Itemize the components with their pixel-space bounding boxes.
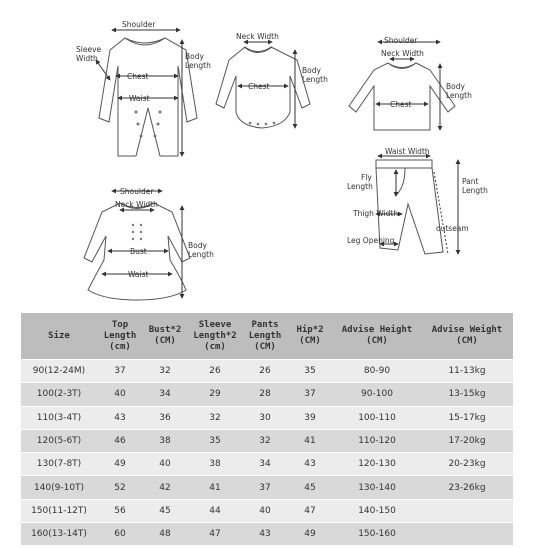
table-cell: 150-160	[333, 523, 421, 546]
table-cell: 52	[97, 476, 143, 499]
table-cell: 32	[187, 406, 243, 429]
pants-outseam-label: outseam	[436, 224, 469, 233]
table-cell: 37	[287, 383, 333, 406]
column-header: Hip*2 (CM)	[287, 313, 333, 360]
table-cell: 17-20kg	[421, 429, 513, 452]
table-cell: 41	[187, 476, 243, 499]
table-row	[21, 383, 513, 406]
table-cell: 110-120	[333, 429, 421, 452]
table-cell: 41	[287, 429, 333, 452]
bodysuit-neck-label: Neck Width	[236, 32, 279, 41]
table-cell: 140-150	[333, 499, 421, 522]
table-cell: 49	[97, 453, 143, 476]
top-body-label: Body Length	[446, 82, 472, 100]
table-cell: 37	[97, 360, 143, 383]
table-cell	[421, 523, 513, 546]
table-header-row	[21, 313, 513, 360]
table-cell: 15-17kg	[421, 406, 513, 429]
column-header: Pants Length (CM)	[243, 313, 287, 360]
table-cell: 49	[287, 523, 333, 546]
table-cell: 32	[143, 360, 187, 383]
table-cell: 20-23kg	[421, 453, 513, 476]
table-row	[21, 476, 513, 499]
table-cell: 11-13kg	[421, 360, 513, 383]
table-row	[21, 523, 513, 546]
table-cell: 37	[243, 476, 287, 499]
table-cell	[421, 499, 513, 522]
table-cell: 47	[187, 523, 243, 546]
column-header: Size	[21, 313, 97, 360]
table-cell: 150(11-12T)	[21, 499, 97, 522]
dress-body-label: Body Length	[188, 241, 214, 259]
table-cell: 100(2-3T)	[21, 383, 97, 406]
table-cell: 26	[187, 360, 243, 383]
table-cell: 28	[243, 383, 287, 406]
table-cell: 90(12-24M)	[21, 360, 97, 383]
pants-thigh-label: Thigh Width	[353, 209, 399, 218]
pants-fly-label: Fly Length	[347, 173, 373, 191]
table-cell: 44	[187, 499, 243, 522]
size-chart-table	[21, 313, 513, 545]
table-cell: 120-130	[333, 453, 421, 476]
table-cell: 30	[243, 406, 287, 429]
table-cell: 90-100	[333, 383, 421, 406]
column-header: Top Length (cm)	[97, 313, 143, 360]
table-cell: 32	[243, 429, 287, 452]
table-cell: 42	[143, 476, 187, 499]
romper-sleeve-label: Sleeve Width	[76, 45, 102, 63]
table-cell: 38	[187, 453, 243, 476]
table-cell: 120(5-6T)	[21, 429, 97, 452]
romper-chest-label: Chest	[127, 72, 149, 81]
table-cell: 48	[143, 523, 187, 546]
column-header: Sleeve Length*2 (cm)	[187, 313, 243, 360]
table-cell: 35	[187, 429, 243, 452]
table-cell: 26	[243, 360, 287, 383]
table-row	[21, 406, 513, 429]
romper-shoulder-label: Shoulder	[122, 20, 156, 29]
table-cell: 13-15kg	[421, 383, 513, 406]
table-cell: 130-140	[333, 476, 421, 499]
romper-waist-label: Waist	[129, 94, 150, 103]
table-cell: 43	[243, 523, 287, 546]
dress-bust-label: Bust	[130, 247, 147, 256]
table-row	[21, 499, 513, 522]
table-cell: 23-26kg	[421, 476, 513, 499]
dress-neck-label: Neck Width	[115, 200, 158, 209]
romper-diagram	[96, 30, 197, 156]
bodysuit-chest-label: Chest	[248, 82, 270, 91]
table-cell: 110(3-4T)	[21, 406, 97, 429]
table-cell: 47	[287, 499, 333, 522]
table-cell: 60	[97, 523, 143, 546]
dress-shoulder-label: Shoulder	[120, 187, 154, 196]
table-cell: 40	[97, 383, 143, 406]
dress-waist-label: Waist	[128, 270, 149, 279]
table-row	[21, 453, 513, 476]
table-row	[21, 360, 513, 383]
table-cell: 43	[97, 406, 143, 429]
table-body	[21, 360, 513, 546]
table-cell: 36	[143, 406, 187, 429]
table-cell: 130(7-8T)	[21, 453, 97, 476]
bodysuit-body-label: Body Length	[302, 66, 328, 84]
table-cell: 80-90	[333, 360, 421, 383]
top-chest-label: Chest	[390, 100, 412, 109]
pants-leg-label: Leg Opening	[347, 236, 395, 245]
romper-body-label: Body Length	[185, 52, 211, 70]
table-cell: 43	[287, 453, 333, 476]
table-cell: 40	[143, 453, 187, 476]
table-cell: 46	[97, 429, 143, 452]
pants-waist-label: Waist Width	[385, 147, 430, 156]
table-cell: 34	[243, 453, 287, 476]
table-cell: 40	[243, 499, 287, 522]
table-cell: 29	[187, 383, 243, 406]
table-cell: 39	[287, 406, 333, 429]
column-header: Bust*2 (CM)	[143, 313, 187, 360]
table-cell: 34	[143, 383, 187, 406]
table-cell: 160(13-14T)	[21, 523, 97, 546]
top-shoulder-label: Shoulder	[384, 36, 418, 45]
table-cell: 100-110	[333, 406, 421, 429]
column-header: Advise Weight (CM)	[421, 313, 513, 360]
table-row	[21, 429, 513, 452]
pants-pant-label: Pant Length	[462, 177, 488, 195]
table-cell: 45	[143, 499, 187, 522]
table-cell: 56	[97, 499, 143, 522]
top-neck-label: Neck Width	[381, 49, 424, 58]
table-cell: 45	[287, 476, 333, 499]
table-cell: 38	[143, 429, 187, 452]
table-cell: 35	[287, 360, 333, 383]
table-cell: 140(9-10T)	[21, 476, 97, 499]
column-header: Advise Height (CM)	[333, 313, 421, 360]
